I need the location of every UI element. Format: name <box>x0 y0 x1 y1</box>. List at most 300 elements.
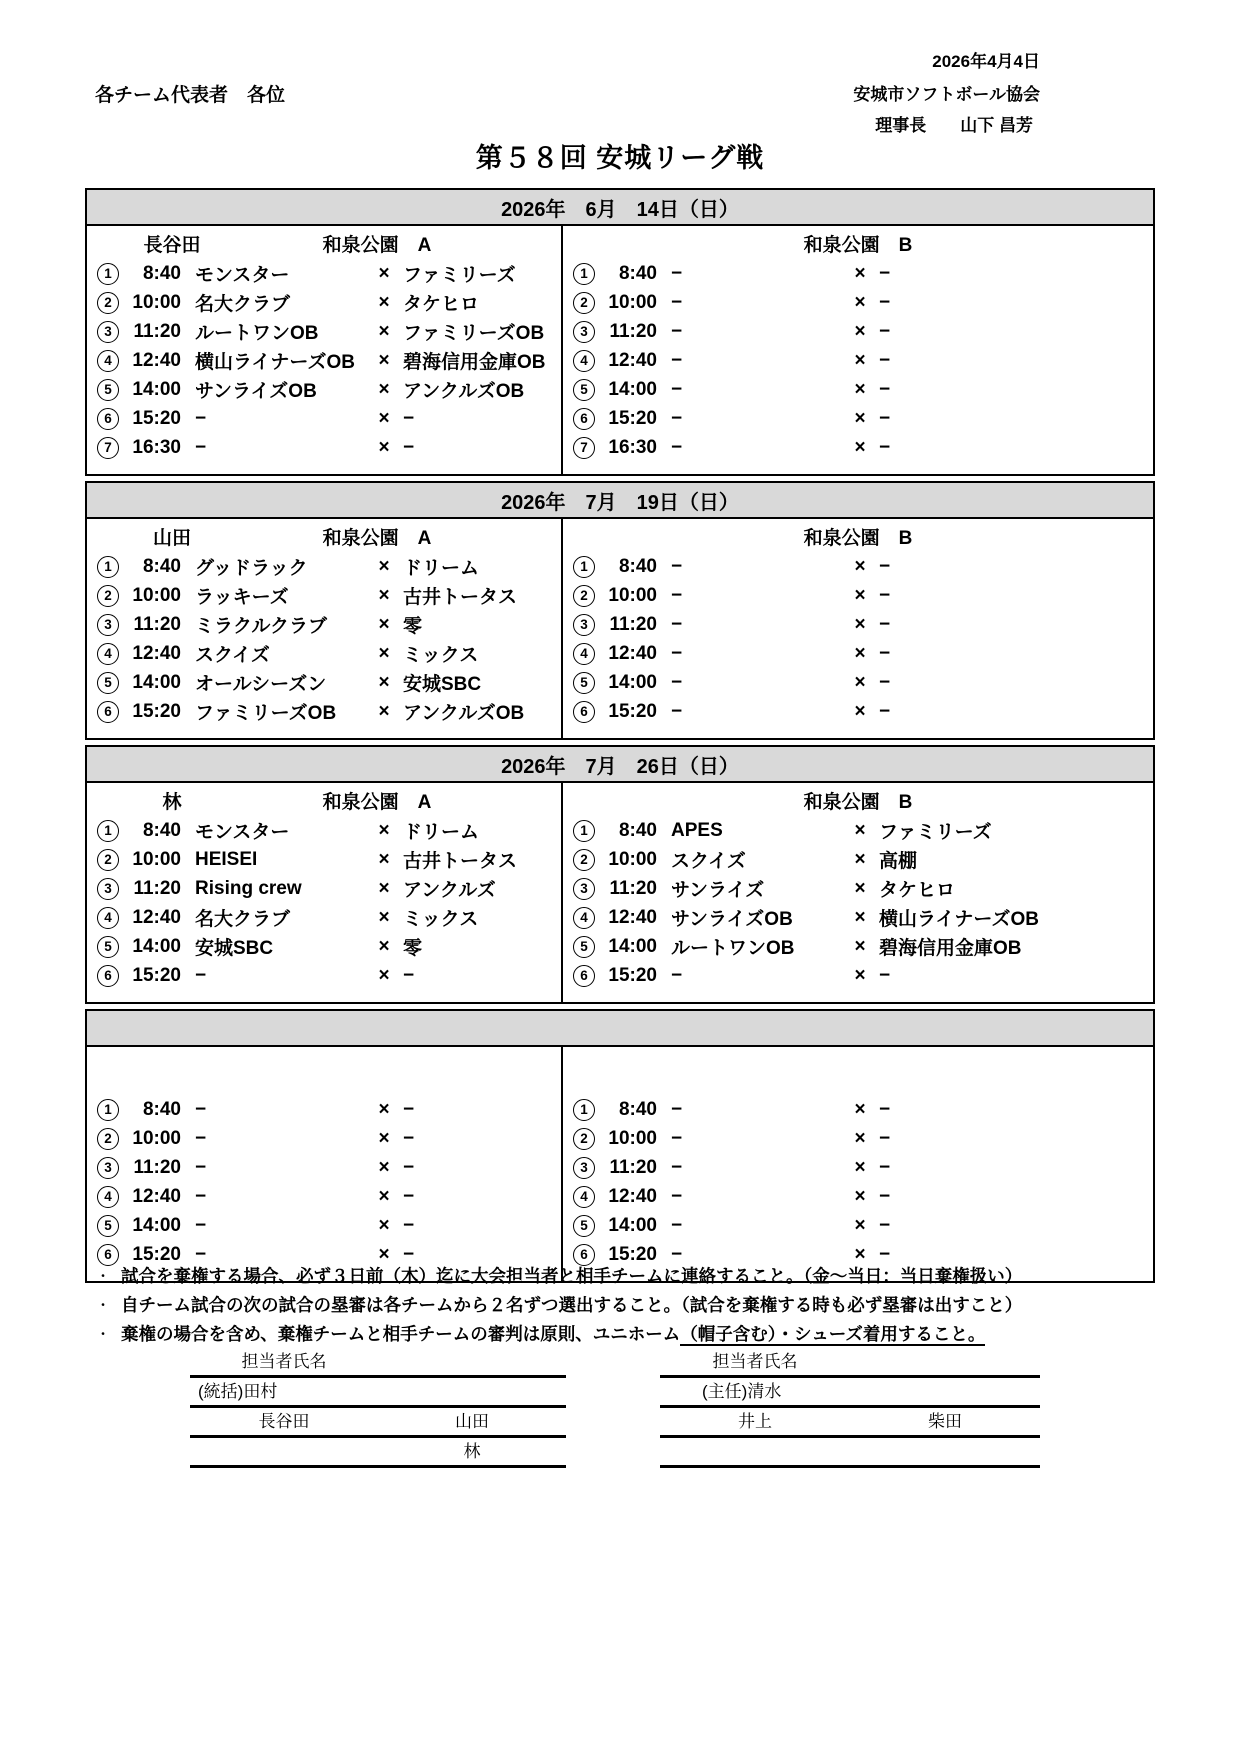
match-time: 8:40 <box>142 262 181 284</box>
match-number: 4 <box>573 643 595 665</box>
contact-label: 担当者氏名 <box>241 1352 327 1371</box>
match-time: 15:20 <box>608 700 657 722</box>
team-away: − <box>403 1127 415 1149</box>
vs-mark: × <box>854 1156 866 1178</box>
match-number: 1 <box>97 1099 119 1121</box>
match-number: 7 <box>97 437 119 459</box>
page-title: 第５８回 安城リーグ戦 <box>475 143 765 173</box>
venue-header-row <box>87 785 561 816</box>
match-row <box>563 932 1153 961</box>
match-time: 11:20 <box>133 877 181 899</box>
team-home: サンライズOB <box>671 909 793 930</box>
team-home: 安城SBC <box>195 938 274 959</box>
match-time: 14:00 <box>132 935 181 957</box>
vs-mark: × <box>378 935 390 957</box>
manager-name: 長谷田 <box>143 235 201 256</box>
vs-mark: × <box>378 877 390 899</box>
match-number: 6 <box>573 1244 595 1266</box>
team-home: − <box>671 320 683 342</box>
vs-mark: × <box>378 613 390 635</box>
schedule-table <box>85 481 1155 740</box>
match-number: 1 <box>573 820 595 842</box>
date-header: 2026年 6月 14日（日） <box>87 190 1153 226</box>
vs-mark: × <box>854 1185 866 1207</box>
match-row <box>87 433 561 462</box>
vs-mark: × <box>854 349 866 371</box>
supervisor-name: (統括)田村 <box>198 1382 278 1401</box>
contact-name-row <box>190 1438 566 1468</box>
venue-header-row <box>87 521 561 552</box>
schedule-body <box>87 226 1153 474</box>
team-away: ドリーム <box>403 822 480 843</box>
contact-label-row <box>190 1348 566 1378</box>
match-row <box>87 816 561 845</box>
match-row <box>87 874 561 903</box>
venue-header-row <box>563 521 1153 552</box>
note-text-plain: 試合を棄権する場合、必ず３日前（木）迄に大会担当者と相手チームに連絡すること。（金～当日：当日棄権扱い） <box>121 1266 1023 1286</box>
match-number: 5 <box>573 379 595 401</box>
vs-mark: × <box>378 584 390 606</box>
team-home: ミラクルクラブ <box>195 616 328 637</box>
match-number: 2 <box>97 849 119 871</box>
team-home: サンライズOB <box>195 381 317 402</box>
match-time: 10:00 <box>132 848 181 870</box>
match-number: 4 <box>97 1186 119 1208</box>
vs-mark: × <box>854 378 866 400</box>
vs-mark: × <box>854 555 866 577</box>
team-away: − <box>403 964 415 986</box>
team-away: ドリーム <box>403 558 480 579</box>
match-row <box>563 1124 1153 1153</box>
team-away: タケヒロ <box>879 880 956 901</box>
schedule-table <box>85 188 1155 476</box>
team-away: − <box>879 1156 891 1178</box>
team-away: − <box>403 1185 415 1207</box>
match-row <box>563 288 1153 317</box>
match-row <box>87 552 561 581</box>
contact-block <box>190 1348 566 1468</box>
vs-mark: × <box>854 262 866 284</box>
contact-name-row <box>660 1408 1040 1438</box>
team-away: 碧海信用金庫OB <box>879 938 1022 959</box>
team-home: ファミリーズOB <box>195 703 337 724</box>
vs-mark: × <box>854 436 866 458</box>
match-time: 14:00 <box>132 378 181 400</box>
team-home: Rising crew <box>195 877 302 899</box>
team-away: − <box>879 613 891 635</box>
match-time: 10:00 <box>608 584 657 606</box>
schedule-table <box>85 745 1155 1004</box>
match-number: 3 <box>97 1157 119 1179</box>
venue-half-right <box>563 1047 1153 1281</box>
team-away: − <box>879 1243 891 1265</box>
match-number: 1 <box>97 556 119 578</box>
team-away: − <box>879 1185 891 1207</box>
vs-mark: × <box>378 819 390 841</box>
match-number: 4 <box>573 907 595 929</box>
contact-name: 山田 <box>455 1412 489 1431</box>
match-row <box>563 581 1153 610</box>
match-time: 16:30 <box>608 436 657 458</box>
vs-mark: × <box>378 671 390 693</box>
match-row <box>563 259 1153 288</box>
match-number: 6 <box>97 965 119 987</box>
team-away: − <box>879 584 891 606</box>
match-number: 4 <box>97 907 119 929</box>
vs-mark: × <box>378 555 390 577</box>
note-text-plain: 自チーム試合の次の試合の塁審は各チームから２名ずつ選出すること。（試合を棄権する時も必ず塁審は出すこと） <box>121 1295 1023 1315</box>
bullet-mark: ・ <box>96 1298 109 1312</box>
vs-mark: × <box>854 819 866 841</box>
vs-mark: × <box>854 935 866 957</box>
match-time: 12:40 <box>132 1185 181 1207</box>
match-row <box>87 1124 561 1153</box>
match-row <box>563 317 1153 346</box>
bullet-mark: ・ <box>96 1269 109 1283</box>
vs-mark: × <box>854 642 866 664</box>
note-text-plain: 棄権の場合を含め、棄権チームと相手チームの審判は原則、ユニホーム <box>121 1324 681 1344</box>
team-home: − <box>195 964 207 986</box>
contact-blocks <box>0 1348 1240 1488</box>
vs-mark: × <box>378 906 390 928</box>
team-home: スクイズ <box>195 645 270 666</box>
match-number: 2 <box>573 849 595 871</box>
team-away: − <box>879 642 891 664</box>
vs-mark: × <box>378 407 390 429</box>
contact-label: 担当者氏名 <box>712 1352 798 1371</box>
vs-mark: × <box>854 877 866 899</box>
team-home: − <box>671 436 683 458</box>
note-text <box>121 1291 1165 1320</box>
vs-mark: × <box>854 700 866 722</box>
match-number: 3 <box>573 321 595 343</box>
team-away: アンクルズOB <box>403 381 525 402</box>
match-number: 6 <box>97 1244 119 1266</box>
match-number: 4 <box>97 643 119 665</box>
vs-mark: × <box>378 349 390 371</box>
bullet-mark: ・ <box>96 1327 109 1341</box>
match-time: 15:20 <box>608 407 657 429</box>
team-home: − <box>671 1098 683 1120</box>
team-home: − <box>195 436 207 458</box>
match-time: 12:40 <box>608 1185 657 1207</box>
match-time: 8:40 <box>618 1098 657 1120</box>
team-home: − <box>671 1214 683 1236</box>
match-number: 1 <box>573 263 595 285</box>
match-number: 6 <box>97 408 119 430</box>
team-home: − <box>671 407 683 429</box>
vs-mark: × <box>854 320 866 342</box>
vs-mark: × <box>378 291 390 313</box>
match-time: 14:00 <box>608 378 657 400</box>
team-away: − <box>879 1098 891 1120</box>
team-home: − <box>671 613 683 635</box>
match-time: 8:40 <box>142 1098 181 1120</box>
match-number: 2 <box>573 1128 595 1150</box>
team-away: ミックス <box>403 645 479 666</box>
team-away: ファミリーズ <box>879 822 992 843</box>
match-row <box>563 874 1153 903</box>
vs-mark: × <box>854 964 866 986</box>
team-home: ラッキーズ <box>195 587 289 608</box>
team-away: − <box>879 378 891 400</box>
match-number: 5 <box>97 379 119 401</box>
match-row <box>563 375 1153 404</box>
date-header <box>87 1011 1153 1047</box>
team-home: オールシーズン <box>195 674 327 695</box>
chairman-name: 山下 昌芳 <box>960 116 1033 135</box>
match-number: 6 <box>97 701 119 723</box>
team-home: − <box>195 1098 207 1120</box>
match-row <box>563 346 1153 375</box>
venue-header-row <box>563 228 1153 259</box>
match-time: 14:00 <box>608 671 657 693</box>
match-row <box>87 932 561 961</box>
match-time: 14:00 <box>132 671 181 693</box>
team-home: − <box>671 262 683 284</box>
match-row <box>563 1182 1153 1211</box>
team-home: − <box>671 671 683 693</box>
team-away: ファミリーズOB <box>403 323 545 344</box>
match-time: 12:40 <box>132 906 181 928</box>
vs-mark: × <box>378 700 390 722</box>
vs-mark: × <box>378 848 390 870</box>
team-away: 横山ライナーズOB <box>879 909 1039 930</box>
match-row <box>87 668 561 697</box>
schedule-body <box>87 519 1153 738</box>
note-item <box>85 1262 1165 1291</box>
match-number: 1 <box>97 820 119 842</box>
contact-name: 井上 <box>738 1412 772 1431</box>
team-home: − <box>671 584 683 606</box>
team-away: − <box>879 349 891 371</box>
match-number: 2 <box>97 585 119 607</box>
match-time: 8:40 <box>618 555 657 577</box>
vs-mark: × <box>854 407 866 429</box>
contact-name: 柴田 <box>928 1412 962 1431</box>
match-row <box>87 581 561 610</box>
match-row <box>563 433 1153 462</box>
team-away: − <box>879 320 891 342</box>
match-number: 1 <box>573 1099 595 1121</box>
match-row <box>563 697 1153 726</box>
vs-mark: × <box>854 1214 866 1236</box>
manager-name: 山田 <box>152 528 191 549</box>
match-row <box>87 845 561 874</box>
match-time: 11:20 <box>609 320 657 342</box>
note-item <box>85 1320 1165 1349</box>
match-time: 12:40 <box>132 642 181 664</box>
vs-mark: × <box>378 1098 390 1120</box>
vs-mark: × <box>378 378 390 400</box>
vs-mark: × <box>854 906 866 928</box>
match-time: 15:20 <box>608 964 657 986</box>
team-home: − <box>671 378 683 400</box>
team-away: 安城SBC <box>403 674 482 695</box>
match-time: 15:20 <box>132 407 181 429</box>
venue-header-row <box>563 785 1153 816</box>
vs-mark: × <box>378 1127 390 1149</box>
contact-block <box>660 1348 1040 1468</box>
match-row <box>87 961 561 990</box>
team-away: アンクルズ <box>403 880 496 901</box>
team-home: − <box>671 1127 683 1149</box>
supervisor-row <box>660 1378 1040 1408</box>
team-home: APES <box>671 819 723 841</box>
organization-name: 安城市ソフトボール協会 <box>853 85 1040 104</box>
team-home: 名大クラブ <box>195 294 291 315</box>
team-home: − <box>195 1243 207 1265</box>
team-home: モンスター <box>195 822 290 843</box>
match-time: 14:00 <box>608 935 657 957</box>
team-home: − <box>671 555 683 577</box>
match-number: 6 <box>573 701 595 723</box>
match-number: 5 <box>97 936 119 958</box>
contact-name-row <box>660 1438 1040 1468</box>
team-away: − <box>879 671 891 693</box>
contact-name-row <box>190 1408 566 1438</box>
match-number: 4 <box>573 1186 595 1208</box>
match-row <box>87 1095 561 1124</box>
match-row <box>563 1153 1153 1182</box>
team-away: − <box>403 1156 415 1178</box>
venue-header-row <box>87 228 561 259</box>
venue-half-left <box>87 519 563 738</box>
team-away: タケヒロ <box>403 294 480 315</box>
match-number: 2 <box>97 292 119 314</box>
vs-mark: × <box>854 848 866 870</box>
match-row <box>87 1211 561 1240</box>
match-number: 6 <box>573 408 595 430</box>
match-row <box>87 1182 561 1211</box>
team-home: − <box>671 964 683 986</box>
match-time: 11:20 <box>133 1156 181 1178</box>
team-home: − <box>195 1127 207 1149</box>
match-time: 15:20 <box>132 700 181 722</box>
contact-name: 林 <box>463 1442 481 1461</box>
match-time: 14:00 <box>608 1214 657 1236</box>
match-time: 10:00 <box>132 1127 181 1149</box>
team-home: − <box>671 700 683 722</box>
venue-name: 和泉公園 B <box>803 235 913 256</box>
match-time: 12:40 <box>608 642 657 664</box>
match-number: 5 <box>573 936 595 958</box>
supervisor-name: (主任)清水 <box>702 1382 782 1401</box>
match-time: 11:20 <box>133 613 181 635</box>
vs-mark: × <box>378 262 390 284</box>
venue-half-left <box>87 783 563 1002</box>
match-number: 2 <box>573 292 595 314</box>
vs-mark: × <box>854 1243 866 1265</box>
team-away: − <box>879 407 891 429</box>
team-away: ファミリーズ <box>403 265 516 286</box>
match-row <box>87 375 561 404</box>
match-number: 3 <box>573 1157 595 1179</box>
match-row <box>87 697 561 726</box>
vs-mark: × <box>378 436 390 458</box>
team-away: − <box>403 407 415 429</box>
venue-name: 和泉公園 A <box>322 528 432 549</box>
team-home: サンライズ <box>671 880 765 901</box>
team-home: − <box>671 291 683 313</box>
match-number: 5 <box>97 672 119 694</box>
match-row <box>87 639 561 668</box>
match-row <box>563 903 1153 932</box>
match-number: 1 <box>573 556 595 578</box>
match-time: 11:20 <box>609 877 657 899</box>
match-time: 12:40 <box>608 906 657 928</box>
match-time: 11:20 <box>609 613 657 635</box>
vs-mark: × <box>378 320 390 342</box>
match-number: 1 <box>97 263 119 285</box>
match-time: 10:00 <box>132 584 181 606</box>
venue-half-right <box>563 519 1153 738</box>
vs-mark: × <box>854 291 866 313</box>
match-time: 10:00 <box>608 291 657 313</box>
vs-mark: × <box>378 1214 390 1236</box>
venue-half-left <box>87 1047 563 1281</box>
issue-date: 2026年4月4日 <box>932 52 1040 71</box>
team-away: 零 <box>403 616 423 637</box>
team-away: 高棚 <box>879 851 918 872</box>
match-time: 10:00 <box>608 848 657 870</box>
match-row <box>87 288 561 317</box>
match-row <box>87 903 561 932</box>
match-number: 3 <box>97 321 119 343</box>
match-number: 5 <box>573 1215 595 1237</box>
venue-header-row <box>563 1049 1153 1095</box>
match-time: 16:30 <box>132 436 181 458</box>
team-home: − <box>671 1243 683 1265</box>
team-home: モンスター <box>195 265 290 286</box>
match-time: 15:20 <box>132 964 181 986</box>
match-time: 14:00 <box>132 1214 181 1236</box>
match-row <box>87 610 561 639</box>
vs-mark: × <box>854 584 866 606</box>
match-number: 3 <box>573 614 595 636</box>
venue-half-right <box>563 226 1153 474</box>
date-header: 2026年 7月 19日（日） <box>87 483 1153 519</box>
match-row <box>563 845 1153 874</box>
match-number: 5 <box>573 672 595 694</box>
team-home: − <box>195 1156 207 1178</box>
match-number: 3 <box>97 878 119 900</box>
team-away: 碧海信用金庫OB <box>403 352 546 373</box>
team-home: グッドラック <box>195 558 308 579</box>
team-home: − <box>671 1185 683 1207</box>
team-away: − <box>879 262 891 284</box>
team-home: − <box>195 407 207 429</box>
venue-name: 和泉公園 A <box>322 792 432 813</box>
match-number: 7 <box>573 437 595 459</box>
supervisor-row <box>190 1378 566 1408</box>
vs-mark: × <box>854 671 866 693</box>
match-time: 11:20 <box>133 320 181 342</box>
schedule-body <box>87 783 1153 1002</box>
match-time: 8:40 <box>142 819 181 841</box>
team-home: − <box>671 1156 683 1178</box>
team-home: − <box>195 1214 207 1236</box>
team-home: 名大クラブ <box>195 909 291 930</box>
team-away: − <box>879 291 891 313</box>
schedule-table <box>85 1009 1155 1283</box>
match-time: 10:00 <box>132 291 181 313</box>
venue-name: 和泉公園 A <box>322 235 432 256</box>
vs-mark: × <box>854 613 866 635</box>
vs-mark: × <box>854 1098 866 1120</box>
team-away: アンクルズOB <box>403 703 525 724</box>
match-row <box>563 961 1153 990</box>
